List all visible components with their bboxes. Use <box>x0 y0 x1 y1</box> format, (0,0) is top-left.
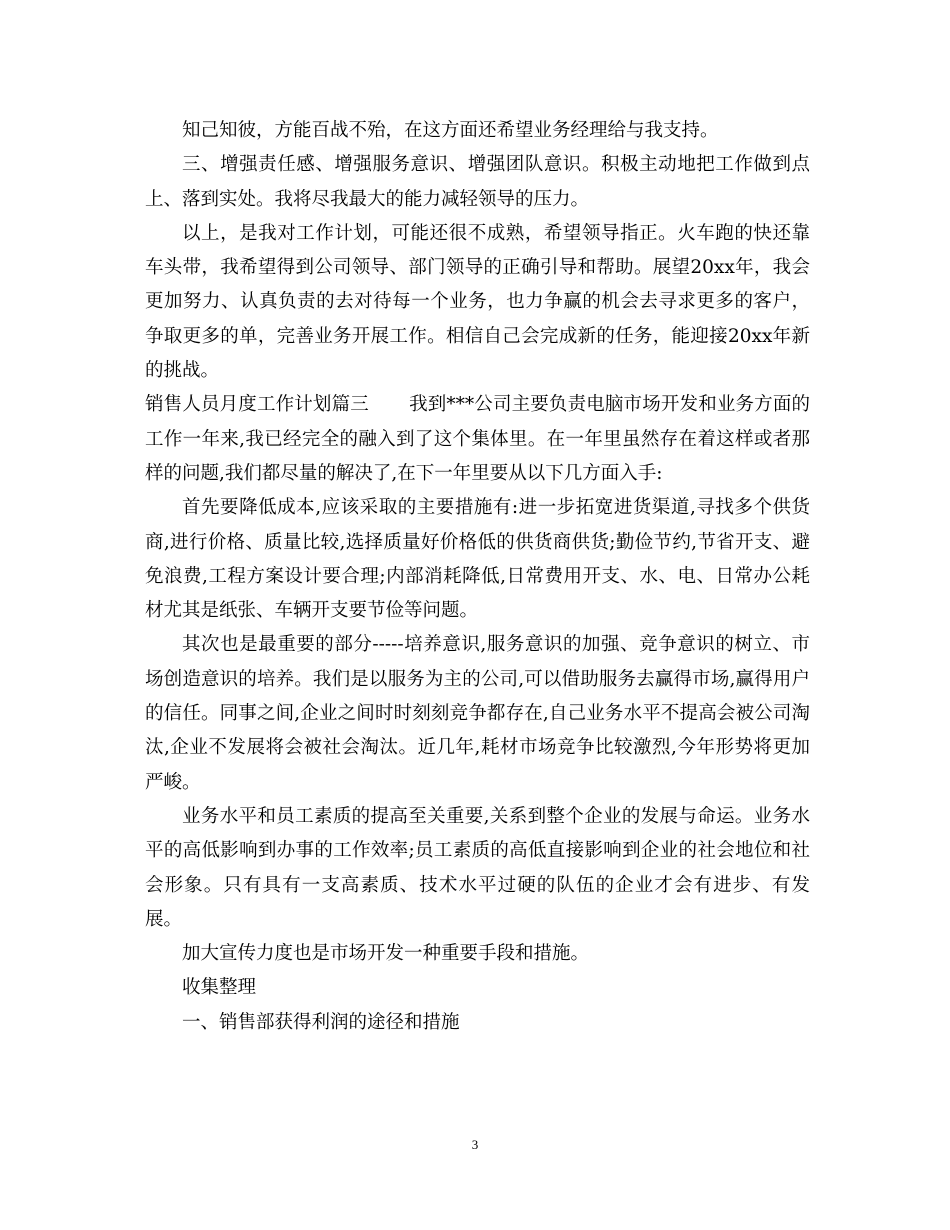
heading-profit-ways: 一、销售部获得利润的途径和措施 <box>182 1011 460 1033</box>
document-body <box>145 114 810 1040</box>
paragraph-responsibility: 三、增强责任感、增强服务意识、增强团队意识。积极主动地把工作做到点上、落到实处。我将尽我最大的能力减轻领导的压力。 <box>145 154 810 210</box>
section-title: 销售人员月度工作计划篇三 <box>145 394 369 416</box>
paragraph-awareness: 其次也是最重要的部分-----培养意识,服务意识的加强、竞争意识的树立、市场创造意识的培养。我们是以服务为主的公司,可以借助服务去赢得市场,赢得用户的信任。同事之间,企业之间时时刻刻竞争都存在,自己业务水平不提高会被公司淘汰,企业不发展将会被社会淘汰。近几年,耗材市场竞争比较激烈,今年形势将更加严峻。 <box>145 634 810 793</box>
page-number: 3 <box>471 1137 479 1152</box>
paragraph-collected: 收集整理 <box>182 977 257 999</box>
section-paragraph <box>145 388 810 491</box>
paragraph-publicity: 加大宣传力度也是市场开发一种重要手段和措施。 <box>182 943 590 965</box>
paragraph-conclusion: 以上，是我对工作计划，可能还很不成熟，希望领导指正。火车跑的快还靠车头带，我希望得到公司领导、部门领导的正确引导和帮助。展望20xx年，我会更加努力、认真负责的去对待每一个业务，也力争赢的机会去寻求更多的客户，争取更多的单，完善业务开展工作。相信自己会完成新的任务，能迎接20xx年新的挑战。 <box>145 222 810 382</box>
paragraph-staff-quality: 业务水平和员工素质的提高至关重要,关系到整个企业的发展与命运。业务水平的高低影响到办事的工作效率;员工素质的高低直接影响到企业的社会地位和社会形象。只有具有一支高素质、技术水平过硬的队伍的企业才会有进步、有发展。 <box>145 805 810 930</box>
section-intro: 我到***公司主要负责电脑市场开发和业务方面的工作一年来,我已经完全的融入到了这个集体里。在一年里虽然存在着这样或者那样的问题,我们都尽量的解决了,在下一年里要从以下几方面入手: <box>145 394 810 484</box>
paragraph-know-yourself: 知己知彼，方能百战不殆，在这方面还希望业务经理给与我支持。 <box>182 120 719 141</box>
paragraph-reduce-cost: 首先要降低成本,应该采取的主要措施有:进一步拓宽进货渠道,寻找多个供货商,进行价格、质量比较,选择质量好价格低的供货商供货;勤俭节约,节省开支、避免浪费,工程方案设计要合理;内部消耗降低,日常费用开支、水、电、日常办公耗材尤其是纸张、车辆开支要节俭等问题。 <box>145 497 810 622</box>
